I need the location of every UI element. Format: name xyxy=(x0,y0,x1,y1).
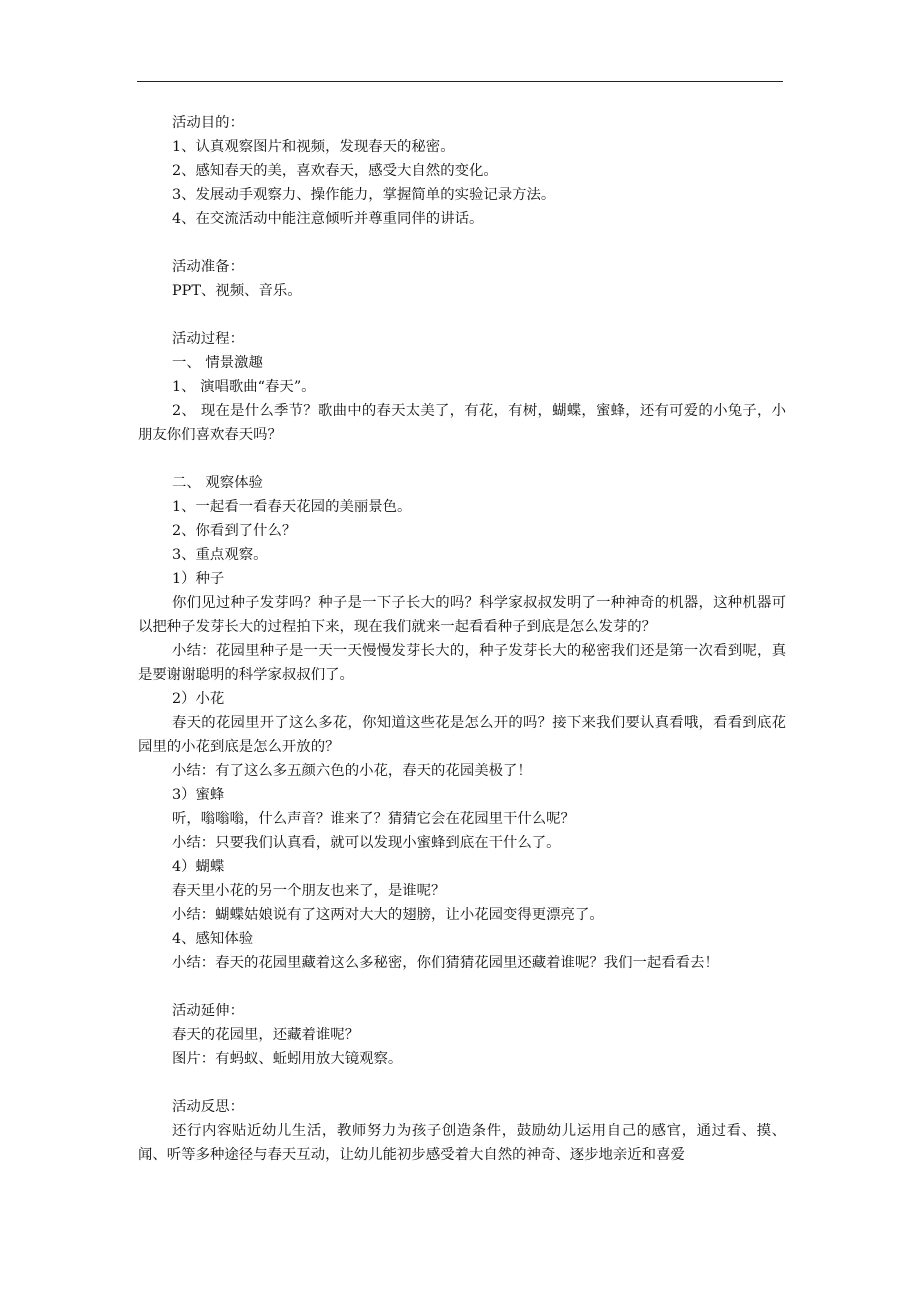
butterfly-title: 4）蝴蝶 xyxy=(172,859,225,875)
part2-step-3: 3、重点观察。 xyxy=(172,547,268,563)
spacer xyxy=(138,447,786,471)
extension-line-2: 图片：有蚂蚁、蚯蚓用放大镜观察。 xyxy=(172,1051,403,1067)
reflection-heading: 活动反思： xyxy=(172,1099,244,1115)
bee-title: 3）蜜蜂 xyxy=(172,787,225,803)
preparation-content: PPT、视频、音乐。 xyxy=(172,283,302,299)
part1-item-2: 2、 现在是什么季节？歌曲中的春天太美了，有花，有树，蝴蝶，蜜蜂，还有可爱的小兔子，小朋友你们喜欢春天吗？ xyxy=(138,403,786,443)
goal-item-3: 3、发展动手观察力、操作能力，掌握简单的实验记录方法。 xyxy=(172,187,556,203)
part2-step-4: 4、感知体验 xyxy=(172,931,254,947)
seed-text: 你们见过种子发芽吗？种子是一下子长大的吗？科学家叔叔发明了一种神奇的机器，这种机器可以把种子发芽长大的过程拍下来，现在我们就来一起看看种子到底是怎么发芽的？ xyxy=(138,595,786,635)
part1-title: 一、 情景激趣 xyxy=(172,355,263,371)
spacer xyxy=(138,231,786,255)
seed-summary: 小结：花园里种子是一天一天慢慢发芽长大的，种子发芽长大的秘密我们还是第一次看到呢，真是要谢谢聪明的科学家叔叔们了。 xyxy=(138,643,786,683)
extension-line-1: 春天的花园里，还藏着谁呢？ xyxy=(172,1027,360,1043)
spacer xyxy=(138,1071,786,1095)
part1-item-1: 1、 演唱歌曲“春天”。 xyxy=(172,379,316,395)
preparation-heading: 活动准备： xyxy=(172,259,244,275)
process-heading: 活动过程： xyxy=(172,331,244,347)
document-body xyxy=(138,111,786,1167)
goals-heading: 活动目的： xyxy=(172,115,244,131)
butterfly-text: 春天里小花的另一个朋友也来了，是谁呢？ xyxy=(172,883,446,899)
spacer xyxy=(138,975,786,999)
flower-title: 2）小花 xyxy=(172,691,225,707)
extension-heading: 活动延伸： xyxy=(172,1003,244,1019)
goal-item-4: 4、在交流活动中能注意倾听并尊重同伴的讲话。 xyxy=(172,211,484,227)
part2-title: 二、 观察体验 xyxy=(172,475,263,491)
bee-text: 听，嗡嗡嗡，什么声音？谁来了？猜猜它会在花园里干什么呢？ xyxy=(172,811,575,827)
part2-step-1: 1、一起看一看春天花园的美丽景色。 xyxy=(172,499,412,515)
seed-title: 1）种子 xyxy=(172,571,225,587)
flower-text: 春天的花园里开了这么多花，你知道这些花是怎么开的吗？接下来我们要认真看哦，看看到底花园里的小花到底是怎么开放的？ xyxy=(138,715,786,755)
butterfly-summary: 小结：蝴蝶姑娘说有了这两对大大的翅膀，让小花园变得更漂亮了。 xyxy=(172,907,604,923)
goal-item-2: 2、感知春天的美，喜欢春天，感受大自然的变化。 xyxy=(172,163,498,179)
reflection-text: 还行内容贴近幼儿生活，教师努力为孩子创造条件，鼓励幼儿运用自己的感官，通过看、摸、闻、听等多种途径与春天互动，让幼儿能初步感受着大自然的神奇、逐步地亲近和喜爱 xyxy=(138,1123,786,1163)
bee-summary: 小结：只要我们认真看，就可以发现小蜜蜂到底在干什么了。 xyxy=(172,835,561,851)
step4-summary: 小结：春天的花园里藏着这么多秘密，你们猜猜花园里还藏着谁呢？我们一起看看去！ xyxy=(172,955,719,971)
spacer xyxy=(138,303,786,327)
header-rule xyxy=(137,81,783,82)
part2-step-2: 2、你看到了什么？ xyxy=(172,523,297,539)
flower-summary: 小结：有了这么多五颜六色的小花，春天的花园美极了！ xyxy=(172,763,532,779)
goal-item-1: 1、认真观察图片和视频，发现春天的秘密。 xyxy=(172,139,455,155)
